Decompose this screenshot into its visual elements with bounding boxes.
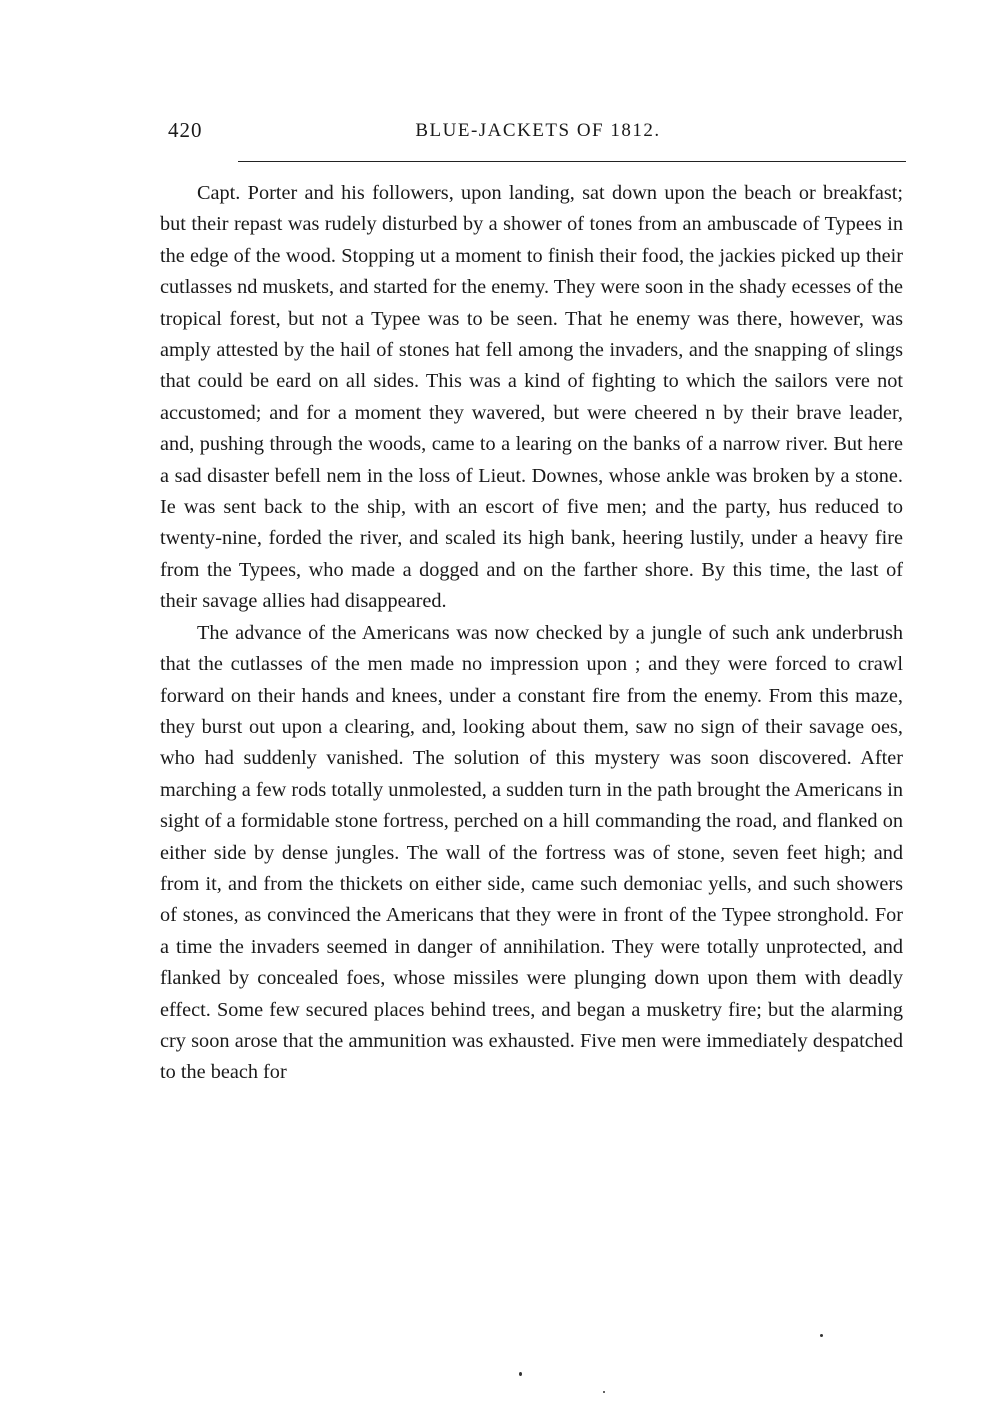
scan-speck <box>603 1391 605 1393</box>
scan-speck <box>519 1372 522 1376</box>
paragraph: The advance of the Americans was now checked by a jungle of such ank underbrush that the cutlasses of the men made no impression upon ; and they were forced to crawl forward on their hands and knees, under a constant fire from the enemy. From this maze, they burst out upon a clearing, and, looking about them, saw no sign of their savage oes, who had suddenly vanished. The solution of this mystery was soon discovered. After marching a few rods totally unmolested, a sudden turn in the path brought the Americans in sight of a formidable stone fortress, perched on a hill commanding the road, and flanked on either side by dense jungles. The wall of the fortress was of stone, seven feet high; and from it, and from the thickets on either side, came such demoniac yells, and such showers of stones, as convinced the Americans that they were in front of the Typee stronghold. For a time the invaders seemed in danger of annihilation. They were totally unprotected, and flanked by concealed foes, whose missiles were plunging down upon them with deadly effect. Some few secured places behind trees, and began a musketry fire; but the alarming cry soon arose that the ammunition was exhausted. Five men were immediately despatched to the beach for <box>160 621 903 1084</box>
running-title: BLUE-JACKETS OF 1812. <box>415 120 661 141</box>
paragraph: Capt. Porter and his followers, upon landing, sat down upon the beach or breakfast; but their repast was rudely disturbed by a shower of tones from an ambuscade of Typees in the edge of the wood. Stopping ut a moment to finish their food, the jackies picked up their cutlasses nd muskets, and started for the enemy. They were soon in the shady ecesses of the tropical forest, but not a Typee was to be seen. That he enemy was there, however, was amply attested by the hail of stones hat fell among the invaders, and the snapping of slings that could be eard on all sides. This was a kind of fighting to which the sailors vere not accustomed; and for a moment they wavered, but were cheered n by their brave leader, and, pushing through the woods, came to a learing on the banks of a narrow river. But here a sad disaster befell nem in the loss of Lieut. Downes, whose ankle was broken by a stone. Ie was sent back to the ship, with an escort of five men; and the party, hus reduced to twenty-nine, forded the river, and scaled its high bank, heering lustily, under a heavy fire from the Typees, who made a dogged and on the farther shore. By this time, the last of their savage allies had disappeared. <box>160 182 903 613</box>
page-number: 420 <box>168 118 203 142</box>
header-rule <box>238 161 906 162</box>
body-text <box>160 178 903 1089</box>
scan-speck <box>820 1334 823 1337</box>
page-header <box>168 118 908 148</box>
